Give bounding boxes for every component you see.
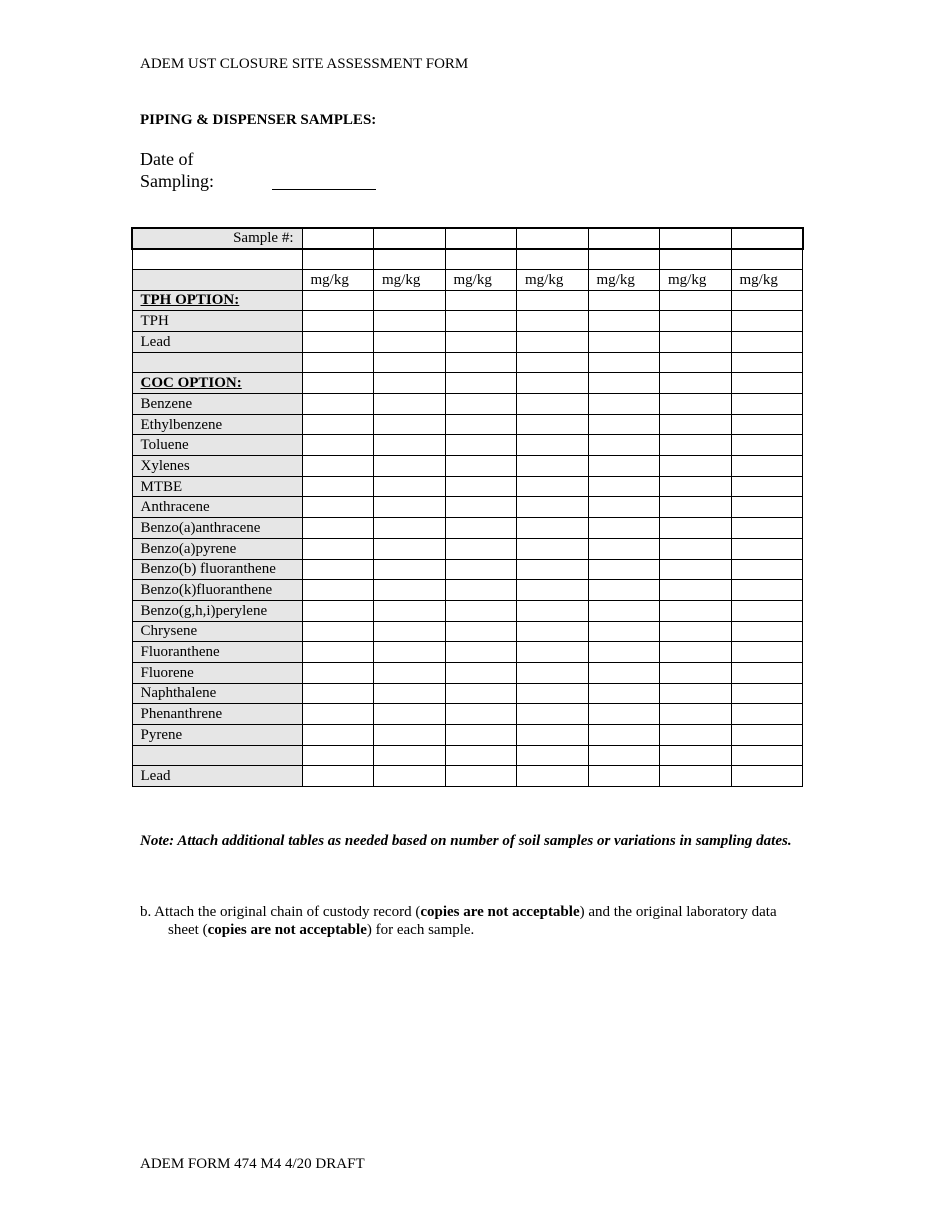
tph-row-1-cell-6[interactable] <box>660 311 732 332</box>
tph-option-row-cell-7[interactable] <box>731 290 803 311</box>
tph-row-2-cell-2[interactable] <box>374 331 446 352</box>
spacer-row-1-cell-3[interactable] <box>445 352 517 373</box>
sample-number-row-cell-2[interactable] <box>374 228 446 249</box>
coc-row-5 <box>132 476 803 497</box>
unit-row-label <box>132 269 302 290</box>
coc-row-16-cell-5[interactable] <box>588 704 660 725</box>
coc-row-4-cell-7[interactable] <box>731 456 803 477</box>
coc-row-5-cell-5[interactable] <box>588 476 660 497</box>
coc-row-17-cell-1[interactable] <box>302 725 374 746</box>
final-lead-row-cell-7[interactable] <box>731 766 803 787</box>
coc-row-12-cell-6[interactable] <box>660 621 732 642</box>
coc-row-2-label: Ethylbenzene <box>132 414 302 435</box>
coc-row-7-cell-2[interactable] <box>374 518 446 539</box>
coc-row-7-cell-3[interactable] <box>445 518 517 539</box>
instruction-bold1: copies are not acceptable <box>420 904 580 920</box>
spacer-row-2-cell-6[interactable] <box>660 745 732 766</box>
coc-row-7 <box>132 518 803 539</box>
coc-row-3-cell-4[interactable] <box>517 435 589 456</box>
final-lead-row-cell-6[interactable] <box>660 766 732 787</box>
coc-row-17-cell-7[interactable] <box>731 725 803 746</box>
coc-row-15-cell-5[interactable] <box>588 683 660 704</box>
sample-number-row-cell-7[interactable] <box>731 228 803 249</box>
tph-row-2-cell-3[interactable] <box>445 331 517 352</box>
coc-row-17-label: Pyrene <box>132 725 302 746</box>
coc-row-17-cell-6[interactable] <box>660 725 732 746</box>
coc-option-row <box>132 373 803 394</box>
coc-row-15-cell-1[interactable] <box>302 683 374 704</box>
tph-row-2-cell-7[interactable] <box>731 331 803 352</box>
coc-row-9-cell-1[interactable] <box>302 559 374 580</box>
coc-row-10-cell-2[interactable] <box>374 580 446 601</box>
coc-row-13 <box>132 642 803 663</box>
coc-row-1-cell-6[interactable] <box>660 394 732 415</box>
coc-row-5-cell-1[interactable] <box>302 476 374 497</box>
coc-row-16-cell-1[interactable] <box>302 704 374 725</box>
coc-row-9-cell-4[interactable] <box>517 559 589 580</box>
coc-row-8-cell-1[interactable] <box>302 538 374 559</box>
blank-row-cell-5[interactable] <box>588 249 660 270</box>
coc-row-13-cell-3[interactable] <box>445 642 517 663</box>
form-title: ADEM UST CLOSURE SITE ASSESSMENT FORM <box>140 56 469 72</box>
coc-row-2-cell-4[interactable] <box>517 414 589 435</box>
final-lead-row-cell-5[interactable] <box>588 766 660 787</box>
coc-row-4-cell-5[interactable] <box>588 456 660 477</box>
tph-row-2 <box>132 331 803 352</box>
coc-row-9-cell-7[interactable] <box>731 559 803 580</box>
coc-row-6-cell-7[interactable] <box>731 497 803 518</box>
date-label-line1: Date of <box>140 149 194 169</box>
coc-row-2-cell-3[interactable] <box>445 414 517 435</box>
coc-row-15-cell-7[interactable] <box>731 683 803 704</box>
spacer-row-2-cell-3[interactable] <box>445 745 517 766</box>
coc-row-6 <box>132 497 803 518</box>
coc-row-6-cell-2[interactable] <box>374 497 446 518</box>
coc-row-6-cell-1[interactable] <box>302 497 374 518</box>
spacer-row-1-cell-5[interactable] <box>588 352 660 373</box>
sample-number-row-label: Sample #: <box>132 228 302 249</box>
spacer-row-1-cell-4[interactable] <box>517 352 589 373</box>
spacer-row-2-cell-5[interactable] <box>588 745 660 766</box>
coc-option-row-cell-3[interactable] <box>445 373 517 394</box>
coc-row-9-cell-3[interactable] <box>445 559 517 580</box>
coc-row-10-cell-4[interactable] <box>517 580 589 601</box>
tph-row-2-cell-4[interactable] <box>517 331 589 352</box>
tph-row-2-label: Lead <box>132 331 302 352</box>
coc-row-7-cell-6[interactable] <box>660 518 732 539</box>
instruction-part2: ) and the original laboratory data sheet ( <box>168 904 777 938</box>
coc-row-15-label: Naphthalene <box>132 683 302 704</box>
blank-row-cell-7[interactable] <box>731 249 803 270</box>
tph-row-2-cell-6[interactable] <box>660 331 732 352</box>
coc-row-12-cell-1[interactable] <box>302 621 374 642</box>
instruction-part3: ) for each sample. <box>366 922 475 938</box>
coc-row-11-cell-4[interactable] <box>517 600 589 621</box>
coc-row-11-cell-3[interactable] <box>445 600 517 621</box>
coc-row-11-cell-6[interactable] <box>660 600 732 621</box>
coc-option-row-cell-4[interactable] <box>517 373 589 394</box>
date-of-sampling-field[interactable] <box>272 189 376 190</box>
coc-row-17-cell-5[interactable] <box>588 725 660 746</box>
spacer-row-1-cell-6[interactable] <box>660 352 732 373</box>
coc-row-17-cell-3[interactable] <box>445 725 517 746</box>
spacer-row-2-cell-7[interactable] <box>731 745 803 766</box>
unit-row-cell-6: mg/kg <box>660 269 732 290</box>
coc-row-11-label: Benzo(g,h,i)perylene <box>132 600 302 621</box>
coc-row-2-cell-6[interactable] <box>660 414 732 435</box>
final-lead-row-cell-2[interactable] <box>374 766 446 787</box>
coc-row-3-cell-3[interactable] <box>445 435 517 456</box>
samples-table <box>131 227 804 787</box>
coc-row-1-cell-7[interactable] <box>731 394 803 415</box>
blank-row-cell-6[interactable] <box>660 249 732 270</box>
coc-row-2-cell-1[interactable] <box>302 414 374 435</box>
coc-row-5-cell-3[interactable] <box>445 476 517 497</box>
spacer-row-2-cell-1[interactable] <box>302 745 374 766</box>
tph-row-2-cell-5[interactable] <box>588 331 660 352</box>
coc-row-3-cell-6[interactable] <box>660 435 732 456</box>
coc-row-14-cell-4[interactable] <box>517 662 589 683</box>
coc-row-1-cell-1[interactable] <box>302 394 374 415</box>
final-lead-row-cell-4[interactable] <box>517 766 589 787</box>
unit-row-cell-3: mg/kg <box>445 269 517 290</box>
coc-row-10-cell-1[interactable] <box>302 580 374 601</box>
coc-row-13-cell-7[interactable] <box>731 642 803 663</box>
coc-row-4-cell-4[interactable] <box>517 456 589 477</box>
tph-option-row-cell-4[interactable] <box>517 290 589 311</box>
final-lead-row-label: Lead <box>132 766 302 787</box>
tph-option-row-cell-6[interactable] <box>660 290 732 311</box>
tph-option-row-cell-3[interactable] <box>445 290 517 311</box>
coc-row-12-cell-3[interactable] <box>445 621 517 642</box>
spacer-row-1-cell-1[interactable] <box>302 352 374 373</box>
spacer-row-1-cell-7[interactable] <box>731 352 803 373</box>
coc-row-16-label: Phenanthrene <box>132 704 302 725</box>
coc-row-4-cell-6[interactable] <box>660 456 732 477</box>
coc-row-17-cell-2[interactable] <box>374 725 446 746</box>
unit-row-cell-7: mg/kg <box>731 269 803 290</box>
tph-option-row-cell-5[interactable] <box>588 290 660 311</box>
coc-row-14-cell-6[interactable] <box>660 662 732 683</box>
coc-row-1-label: Benzene <box>132 394 302 415</box>
spacer-row-2-label <box>132 745 302 766</box>
coc-row-6-cell-3[interactable] <box>445 497 517 518</box>
coc-option-row-label <box>132 373 302 394</box>
sample-number-row-cell-4[interactable] <box>517 228 589 249</box>
coc-row-13-cell-5[interactable] <box>588 642 660 663</box>
spacer-row-2 <box>132 745 803 766</box>
tph-row-1-cell-5[interactable] <box>588 311 660 332</box>
coc-row-16-cell-7[interactable] <box>731 704 803 725</box>
coc-row-11 <box>132 600 803 621</box>
coc-row-5-cell-7[interactable] <box>731 476 803 497</box>
coc-row-11-cell-1[interactable] <box>302 600 374 621</box>
spacer-row-1-label <box>132 352 302 373</box>
unit-row-cell-2: mg/kg <box>374 269 446 290</box>
spacer-row-2-cell-4[interactable] <box>517 745 589 766</box>
coc-row-13-cell-6[interactable] <box>660 642 732 663</box>
coc-row-13-label: Fluoranthene <box>132 642 302 663</box>
coc-row-3-cell-5[interactable] <box>588 435 660 456</box>
coc-row-5-cell-4[interactable] <box>517 476 589 497</box>
coc-row-3-label: Toluene <box>132 435 302 456</box>
coc-row-9-cell-6[interactable] <box>660 559 732 580</box>
coc-row-13-cell-4[interactable] <box>517 642 589 663</box>
final-lead-row-cell-1[interactable] <box>302 766 374 787</box>
tph-option-row-heading-text: TPH OPTION: <box>140 292 240 309</box>
instruction-bold2: copies are not acceptable <box>207 922 367 938</box>
blank-row-label <box>132 249 302 270</box>
coc-row-7-cell-7[interactable] <box>731 518 803 539</box>
final-lead-row <box>132 766 803 787</box>
coc-row-7-cell-4[interactable] <box>517 518 589 539</box>
coc-row-3-cell-1[interactable] <box>302 435 374 456</box>
coc-row-16-cell-6[interactable] <box>660 704 732 725</box>
coc-row-4-label: Xylenes <box>132 456 302 477</box>
coc-row-5-cell-2[interactable] <box>374 476 446 497</box>
coc-row-3-cell-2[interactable] <box>374 435 446 456</box>
instruction-b <box>140 903 810 939</box>
coc-row-10-cell-5[interactable] <box>588 580 660 601</box>
form-footer: ADEM FORM 474 M4 4/20 DRAFT <box>140 1156 365 1172</box>
sample-number-row-cell-6[interactable] <box>660 228 732 249</box>
coc-row-6-cell-5[interactable] <box>588 497 660 518</box>
coc-row-17 <box>132 725 803 746</box>
coc-row-7-cell-5[interactable] <box>588 518 660 539</box>
coc-row-15-cell-6[interactable] <box>660 683 732 704</box>
coc-row-12 <box>132 621 803 642</box>
unit-row-cell-1: mg/kg <box>302 269 374 290</box>
coc-row-12-cell-7[interactable] <box>731 621 803 642</box>
coc-row-1-cell-3[interactable] <box>445 394 517 415</box>
coc-row-2-cell-7[interactable] <box>731 414 803 435</box>
coc-row-15-cell-4[interactable] <box>517 683 589 704</box>
tph-row-2-cell-1[interactable] <box>302 331 374 352</box>
coc-option-row-heading-text: COC OPTION: <box>140 375 242 392</box>
coc-row-1-cell-2[interactable] <box>374 394 446 415</box>
coc-row-5-cell-6[interactable] <box>660 476 732 497</box>
tph-row-1-label: TPH <box>132 311 302 332</box>
coc-row-6-label: Anthracene <box>132 497 302 518</box>
blank-row-cell-2[interactable] <box>374 249 446 270</box>
blank-row <box>132 249 803 270</box>
unit-row-cell-5: mg/kg <box>588 269 660 290</box>
spacer-row-1 <box>132 352 803 373</box>
coc-row-6-cell-4[interactable] <box>517 497 589 518</box>
sample-number-row-cell-5[interactable] <box>588 228 660 249</box>
tph-row-1-cell-2[interactable] <box>374 311 446 332</box>
coc-row-4-cell-1[interactable] <box>302 456 374 477</box>
coc-row-1-cell-4[interactable] <box>517 394 589 415</box>
coc-row-2-cell-2[interactable] <box>374 414 446 435</box>
coc-row-8-cell-5[interactable] <box>588 538 660 559</box>
coc-row-8 <box>132 538 803 559</box>
tph-option-row-cell-1[interactable] <box>302 290 374 311</box>
coc-row-12-cell-2[interactable] <box>374 621 446 642</box>
coc-row-15 <box>132 683 803 704</box>
coc-row-14-cell-2[interactable] <box>374 662 446 683</box>
note-text: Note: Attach additional tables as needed based on number of soil samples or variations in sampling dates. <box>140 833 792 849</box>
unit-row-cell-4: mg/kg <box>517 269 589 290</box>
coc-row-2-cell-5[interactable] <box>588 414 660 435</box>
tph-row-1-cell-4[interactable] <box>517 311 589 332</box>
coc-row-11-cell-2[interactable] <box>374 600 446 621</box>
coc-row-10-label: Benzo(k)fluoranthene <box>132 580 302 601</box>
coc-row-10-cell-3[interactable] <box>445 580 517 601</box>
blank-row-cell-1[interactable] <box>302 249 374 270</box>
coc-option-row-cell-6[interactable] <box>660 373 732 394</box>
coc-row-9-cell-2[interactable] <box>374 559 446 580</box>
coc-row-16-cell-3[interactable] <box>445 704 517 725</box>
coc-row-7-label: Benzo(a)anthracene <box>132 518 302 539</box>
coc-row-12-cell-4[interactable] <box>517 621 589 642</box>
coc-row-8-cell-2[interactable] <box>374 538 446 559</box>
coc-row-12-label: Chrysene <box>132 621 302 642</box>
coc-row-11-cell-7[interactable] <box>731 600 803 621</box>
blank-row-cell-3[interactable] <box>445 249 517 270</box>
coc-row-8-cell-6[interactable] <box>660 538 732 559</box>
instruction-part1: b. Attach the original chain of custody record ( <box>140 904 421 920</box>
coc-row-14 <box>132 662 803 683</box>
coc-row-10-cell-7[interactable] <box>731 580 803 601</box>
spacer-row-2-cell-2[interactable] <box>374 745 446 766</box>
tph-row-1 <box>132 311 803 332</box>
coc-row-8-cell-7[interactable] <box>731 538 803 559</box>
coc-option-row-cell-7[interactable] <box>731 373 803 394</box>
unit-row <box>132 269 803 290</box>
coc-row-1-cell-5[interactable] <box>588 394 660 415</box>
tph-row-1-cell-3[interactable] <box>445 311 517 332</box>
coc-row-3-cell-7[interactable] <box>731 435 803 456</box>
date-of-sampling-label <box>140 148 214 192</box>
tph-option-row-cell-2[interactable] <box>374 290 446 311</box>
coc-row-15-cell-2[interactable] <box>374 683 446 704</box>
coc-row-9-cell-5[interactable] <box>588 559 660 580</box>
coc-row-5-label: MTBE <box>132 476 302 497</box>
tph-option-row-label <box>132 290 302 311</box>
coc-row-14-cell-5[interactable] <box>588 662 660 683</box>
spacer-row-1-cell-2[interactable] <box>374 352 446 373</box>
date-label-line2: Sampling: <box>140 171 215 191</box>
coc-row-16-cell-2[interactable] <box>374 704 446 725</box>
coc-row-12-cell-5[interactable] <box>588 621 660 642</box>
coc-row-9 <box>132 559 803 580</box>
coc-row-4 <box>132 456 803 477</box>
coc-row-3 <box>132 435 803 456</box>
coc-option-row-cell-1[interactable] <box>302 373 374 394</box>
coc-row-14-label: Fluorene <box>132 662 302 683</box>
tph-row-1-cell-1[interactable] <box>302 311 374 332</box>
coc-option-row-cell-5[interactable] <box>588 373 660 394</box>
coc-row-6-cell-6[interactable] <box>660 497 732 518</box>
coc-row-9-label: Benzo(b) fluoranthene <box>132 559 302 580</box>
coc-row-15-cell-3[interactable] <box>445 683 517 704</box>
coc-row-14-cell-3[interactable] <box>445 662 517 683</box>
coc-row-8-label: Benzo(a)pyrene <box>132 538 302 559</box>
coc-row-8-cell-3[interactable] <box>445 538 517 559</box>
coc-row-7-cell-1[interactable] <box>302 518 374 539</box>
coc-row-4-cell-3[interactable] <box>445 456 517 477</box>
coc-row-2 <box>132 414 803 435</box>
coc-row-14-cell-1[interactable] <box>302 662 374 683</box>
coc-row-16-cell-4[interactable] <box>517 704 589 725</box>
tph-option-row <box>132 290 803 311</box>
coc-row-10-cell-6[interactable] <box>660 580 732 601</box>
coc-row-11-cell-5[interactable] <box>588 600 660 621</box>
blank-row-cell-4[interactable] <box>517 249 589 270</box>
coc-row-17-cell-4[interactable] <box>517 725 589 746</box>
coc-option-row-cell-2[interactable] <box>374 373 446 394</box>
tph-row-1-cell-7[interactable] <box>731 311 803 332</box>
coc-row-8-cell-4[interactable] <box>517 538 589 559</box>
coc-row-4-cell-2[interactable] <box>374 456 446 477</box>
sample-number-row-cell-1[interactable] <box>302 228 374 249</box>
coc-row-13-cell-1[interactable] <box>302 642 374 663</box>
coc-row-10 <box>132 580 803 601</box>
coc-row-13-cell-2[interactable] <box>374 642 446 663</box>
final-lead-row-cell-3[interactable] <box>445 766 517 787</box>
coc-row-16 <box>132 704 803 725</box>
section-title: PIPING & DISPENSER SAMPLES: <box>140 112 377 128</box>
coc-row-14-cell-7[interactable] <box>731 662 803 683</box>
sample-number-row <box>132 228 803 249</box>
coc-row-1 <box>132 394 803 415</box>
sample-number-row-cell-3[interactable] <box>445 228 517 249</box>
